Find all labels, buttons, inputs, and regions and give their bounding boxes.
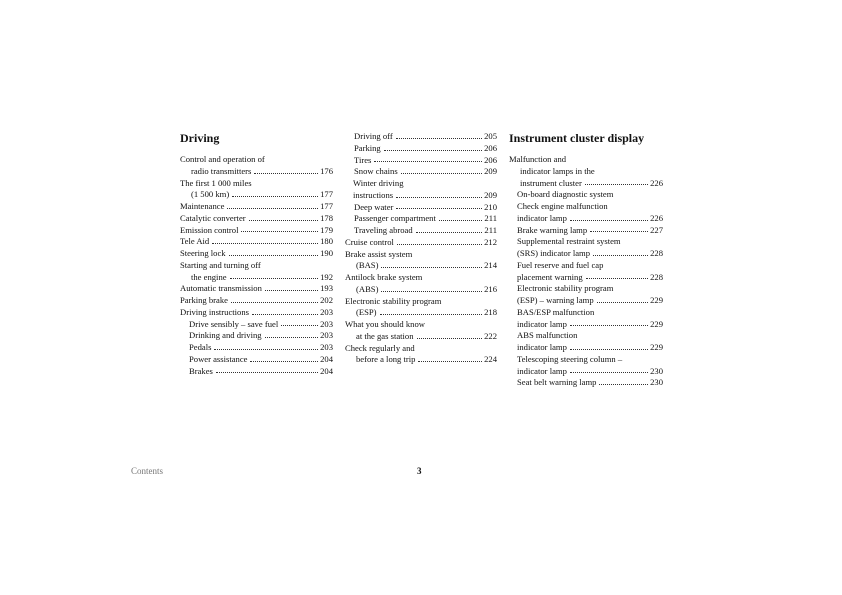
toc-entry-title: Driving off (354, 131, 393, 141)
toc-entry-title: Check regularly and (345, 342, 415, 353)
toc-entry-title: before a long trip (356, 354, 416, 365)
dot-leader (227, 208, 318, 209)
toc-entry-title: indicator lamp (517, 318, 567, 329)
dot-leader (374, 161, 482, 162)
section-heading-instrument-cluster: Instrument cluster display (509, 131, 645, 145)
toc-entry-title: Malfunction and (509, 154, 567, 164)
toc-entry-title: Traveling abroad (354, 225, 413, 235)
footer-section-label[interactable]: Contents (131, 466, 164, 476)
toc-entry[interactable] (509, 225, 663, 237)
toc-entry-title: Driving instructions (180, 306, 249, 317)
toc-entries (180, 154, 333, 377)
dot-leader (597, 302, 648, 303)
toc-entry-title: (SRS) indicator lamp (517, 248, 591, 258)
toc-entry[interactable] (509, 154, 663, 189)
toc-entry[interactable] (180, 248, 333, 260)
toc-page-number: 222 (484, 330, 497, 341)
toc-entry-title: indicator lamp (517, 365, 567, 376)
dot-leader (265, 290, 318, 291)
toc-entries (509, 154, 663, 389)
toc-page-number: 203 (320, 342, 333, 352)
toc-entry[interactable] (345, 272, 497, 296)
toc-entry-title: Cruise control (345, 236, 394, 247)
toc-page-number: 203 (320, 318, 333, 329)
toc-entry[interactable] (180, 307, 333, 319)
dot-leader (250, 361, 318, 362)
toc-page-number: 209 (484, 166, 497, 177)
toc-entry[interactable] (345, 296, 497, 320)
toc-entry-title: Power assistance (189, 353, 248, 364)
toc-page-number: 193 (320, 283, 333, 294)
toc-entry-title: Automatic transmission (180, 283, 262, 294)
toc-entry-title: (ESP) (356, 307, 377, 318)
toc-entry-title: instructions (353, 189, 394, 200)
toc-entry[interactable] (180, 342, 333, 354)
toc-entry-title: Passenger compartment (354, 213, 436, 224)
toc-column-driving (180, 131, 333, 377)
toc-entry-title: BAS/ESP malfunction (517, 306, 595, 317)
toc-entry-title: Electronic stability program (517, 283, 614, 294)
toc-entry[interactable] (345, 131, 497, 143)
toc-entry-title: (1 500 km) (191, 189, 230, 200)
toc-entry-title: Tires (354, 154, 372, 165)
toc-page-number: 177 (320, 201, 333, 211)
toc-entry-title: indicator lamps in the (520, 165, 595, 176)
toc-entry[interactable] (345, 237, 497, 249)
toc-entry[interactable] (345, 319, 497, 343)
dot-leader (586, 278, 648, 279)
toc-entry-title: Emission control (180, 224, 239, 235)
dot-leader (384, 150, 482, 151)
toc-entry-title: (ESP) – warning lamp (517, 295, 594, 305)
toc-entry-title: Seat belt warning lamp (517, 377, 597, 388)
toc-entry[interactable] (180, 236, 333, 248)
toc-entry[interactable] (180, 260, 333, 284)
toc-entry-title: Check engine malfunction (517, 201, 608, 211)
toc-entry-title: Drive sensibly – save fuel (189, 318, 279, 329)
toc-page-number: 218 (484, 307, 497, 318)
toc-entry-title: What you should know (345, 319, 425, 329)
toc-entry[interactable] (180, 283, 333, 295)
toc-page-number: 190 (320, 248, 333, 258)
dot-leader (416, 232, 483, 233)
dot-leader (229, 255, 319, 256)
toc-page-number: 178 (320, 212, 333, 223)
dot-leader (232, 196, 318, 197)
toc-page-number: 214 (484, 260, 497, 271)
toc-entry-title: Snow chains (354, 166, 398, 177)
toc-entry-title: ABS malfunction (517, 330, 578, 341)
toc-entry-title: radio transmitters (191, 165, 252, 176)
toc-entry-title: Brake assist system (345, 248, 413, 259)
dot-leader (249, 220, 318, 221)
toc-page-number: 227 (650, 224, 663, 235)
toc-entry[interactable] (345, 178, 497, 202)
toc-column-driving-continued (345, 131, 497, 366)
toc-page-number: 216 (484, 283, 497, 294)
toc-entry[interactable] (180, 319, 333, 331)
toc-entry[interactable] (180, 201, 333, 213)
toc-entry-title: Steering lock (180, 248, 226, 258)
toc-page-number: 224 (484, 354, 497, 365)
toc-entry-title: Drinking and driving (189, 330, 262, 341)
dot-leader (418, 361, 482, 362)
toc-page-number: 204 (320, 365, 333, 376)
dot-leader (585, 184, 648, 185)
toc-entry-title: Pedals (189, 342, 212, 352)
toc-page-number: 203 (320, 330, 333, 341)
dot-leader (254, 173, 318, 174)
dot-leader (281, 325, 318, 326)
dot-leader (231, 302, 318, 303)
toc-entry-title: Control and operation of (180, 154, 265, 164)
toc-entry[interactable] (345, 155, 497, 167)
toc-page-number: 206 (484, 154, 497, 165)
dot-leader (396, 138, 482, 139)
toc-page-number: 229 (650, 295, 663, 305)
toc-entry[interactable] (180, 354, 333, 366)
toc-page-number: 202 (320, 295, 333, 305)
dot-leader (230, 278, 319, 279)
dot-leader (380, 314, 483, 315)
toc-page-number: 180 (320, 236, 333, 247)
toc-page-number: 209 (484, 189, 497, 200)
toc-entry-title: instrument cluster (520, 177, 582, 188)
toc-entry-title: The first 1 000 miles (180, 177, 252, 188)
toc-entry[interactable] (509, 201, 663, 225)
dot-leader (570, 220, 648, 221)
toc-page-number: 176 (320, 165, 333, 176)
toc-entry-title: indicator lamp (517, 342, 567, 352)
dot-leader (417, 338, 483, 339)
toc-entry[interactable] (509, 189, 663, 201)
toc-page-number: 229 (650, 318, 663, 329)
toc-entry-title: Catalytic converter (180, 212, 246, 223)
toc-column-instrument-cluster (509, 131, 663, 389)
dot-leader (570, 325, 648, 326)
toc-entry-title: the engine (191, 271, 227, 282)
toc-entry-title: Telescoping steering column – (517, 353, 623, 364)
dot-leader (212, 243, 318, 244)
toc-entry-title: Maintenance (180, 201, 225, 211)
toc-entry-title: Fuel reserve and fuel cap (517, 259, 604, 270)
dot-leader (214, 349, 318, 350)
toc-page-number: 228 (650, 248, 663, 258)
toc-entry[interactable] (509, 283, 663, 307)
toc-entry-title: Deep water (354, 201, 394, 212)
toc-page-number: 229 (650, 342, 663, 352)
toc-entry-title: On-board diagnostic system (517, 189, 614, 200)
toc-entry[interactable] (345, 343, 497, 367)
dot-leader (599, 384, 648, 385)
toc-page-number: 228 (650, 271, 663, 282)
toc-entry-title: Electronic stability program (345, 295, 442, 306)
toc-entry-title: placement warning (517, 271, 583, 282)
toc-page-number: 211 (484, 213, 497, 224)
toc-entries (345, 131, 497, 366)
toc-entry[interactable] (180, 330, 333, 342)
toc-entry[interactable] (345, 143, 497, 155)
toc-page-number: 179 (320, 224, 333, 235)
toc-entry[interactable] (509, 236, 663, 260)
toc-entry[interactable] (180, 178, 333, 202)
dot-leader (381, 267, 482, 268)
toc-entry-title: (BAS) (356, 260, 379, 271)
dot-leader (252, 314, 318, 315)
dot-leader (439, 220, 483, 221)
toc-page-number: 210 (484, 201, 497, 212)
toc-entry[interactable] (345, 249, 497, 273)
toc-page-number: 211 (484, 225, 497, 235)
toc-entry-title: (ABS) (356, 283, 379, 294)
dot-leader (570, 372, 648, 373)
toc-entry[interactable] (509, 330, 663, 354)
dot-leader (216, 372, 318, 373)
toc-entry[interactable] (509, 307, 663, 331)
dot-leader (381, 291, 482, 292)
toc-entry-title: Tele Aid (180, 236, 210, 247)
toc-entry-title: Starting and turning off (180, 259, 261, 270)
toc-entry-title: Antilock brake system (345, 272, 423, 282)
toc-entry[interactable] (180, 154, 333, 178)
dot-leader (570, 349, 648, 350)
dot-leader (396, 197, 482, 198)
toc-page-number: 192 (320, 271, 333, 282)
toc-entry-title: Brake warning lamp (517, 224, 588, 235)
dot-leader (593, 255, 648, 256)
toc-page-number: 212 (484, 236, 497, 247)
toc-entry[interactable] (180, 213, 333, 225)
toc-entry[interactable] (345, 225, 497, 237)
toc-entry-title: at the gas station (356, 330, 414, 341)
toc-page-number: 204 (320, 353, 333, 364)
toc-page-number: 203 (320, 306, 333, 317)
toc-page-number: 226 (650, 177, 663, 188)
toc-entry-title: Brakes (189, 365, 213, 376)
toc-page-number: 230 (650, 377, 663, 388)
toc-page-number: 205 (484, 131, 497, 141)
toc-page-number: 177 (320, 189, 333, 200)
toc-entry[interactable] (509, 354, 663, 378)
toc-page-number: 230 (650, 365, 663, 376)
toc-entry[interactable] (180, 295, 333, 307)
toc-entry-title: Winter driving (353, 178, 404, 188)
footer-page-number: 3 (417, 466, 422, 476)
toc-entry[interactable] (509, 260, 663, 284)
toc-entry[interactable] (345, 202, 497, 214)
dot-leader (265, 337, 319, 338)
section-heading-driving: Driving (180, 131, 220, 145)
toc-entry[interactable] (509, 377, 663, 389)
toc-entry-title: Parking brake (180, 295, 228, 305)
toc-entry[interactable] (180, 225, 333, 237)
toc-page-number: 206 (484, 142, 497, 153)
dot-leader (397, 244, 482, 245)
toc-entry-title: Parking (354, 142, 381, 153)
toc-entry[interactable] (180, 366, 333, 378)
toc-entry[interactable] (345, 166, 497, 178)
dot-leader (241, 231, 318, 232)
toc-page-number: 226 (650, 212, 663, 223)
dot-leader (396, 208, 482, 209)
toc-entry-title: indicator lamp (517, 212, 567, 223)
toc-entry[interactable] (345, 213, 497, 225)
dot-leader (401, 173, 482, 174)
dot-leader (590, 231, 648, 232)
toc-entry-title: Supplemental restraint system (517, 236, 621, 247)
